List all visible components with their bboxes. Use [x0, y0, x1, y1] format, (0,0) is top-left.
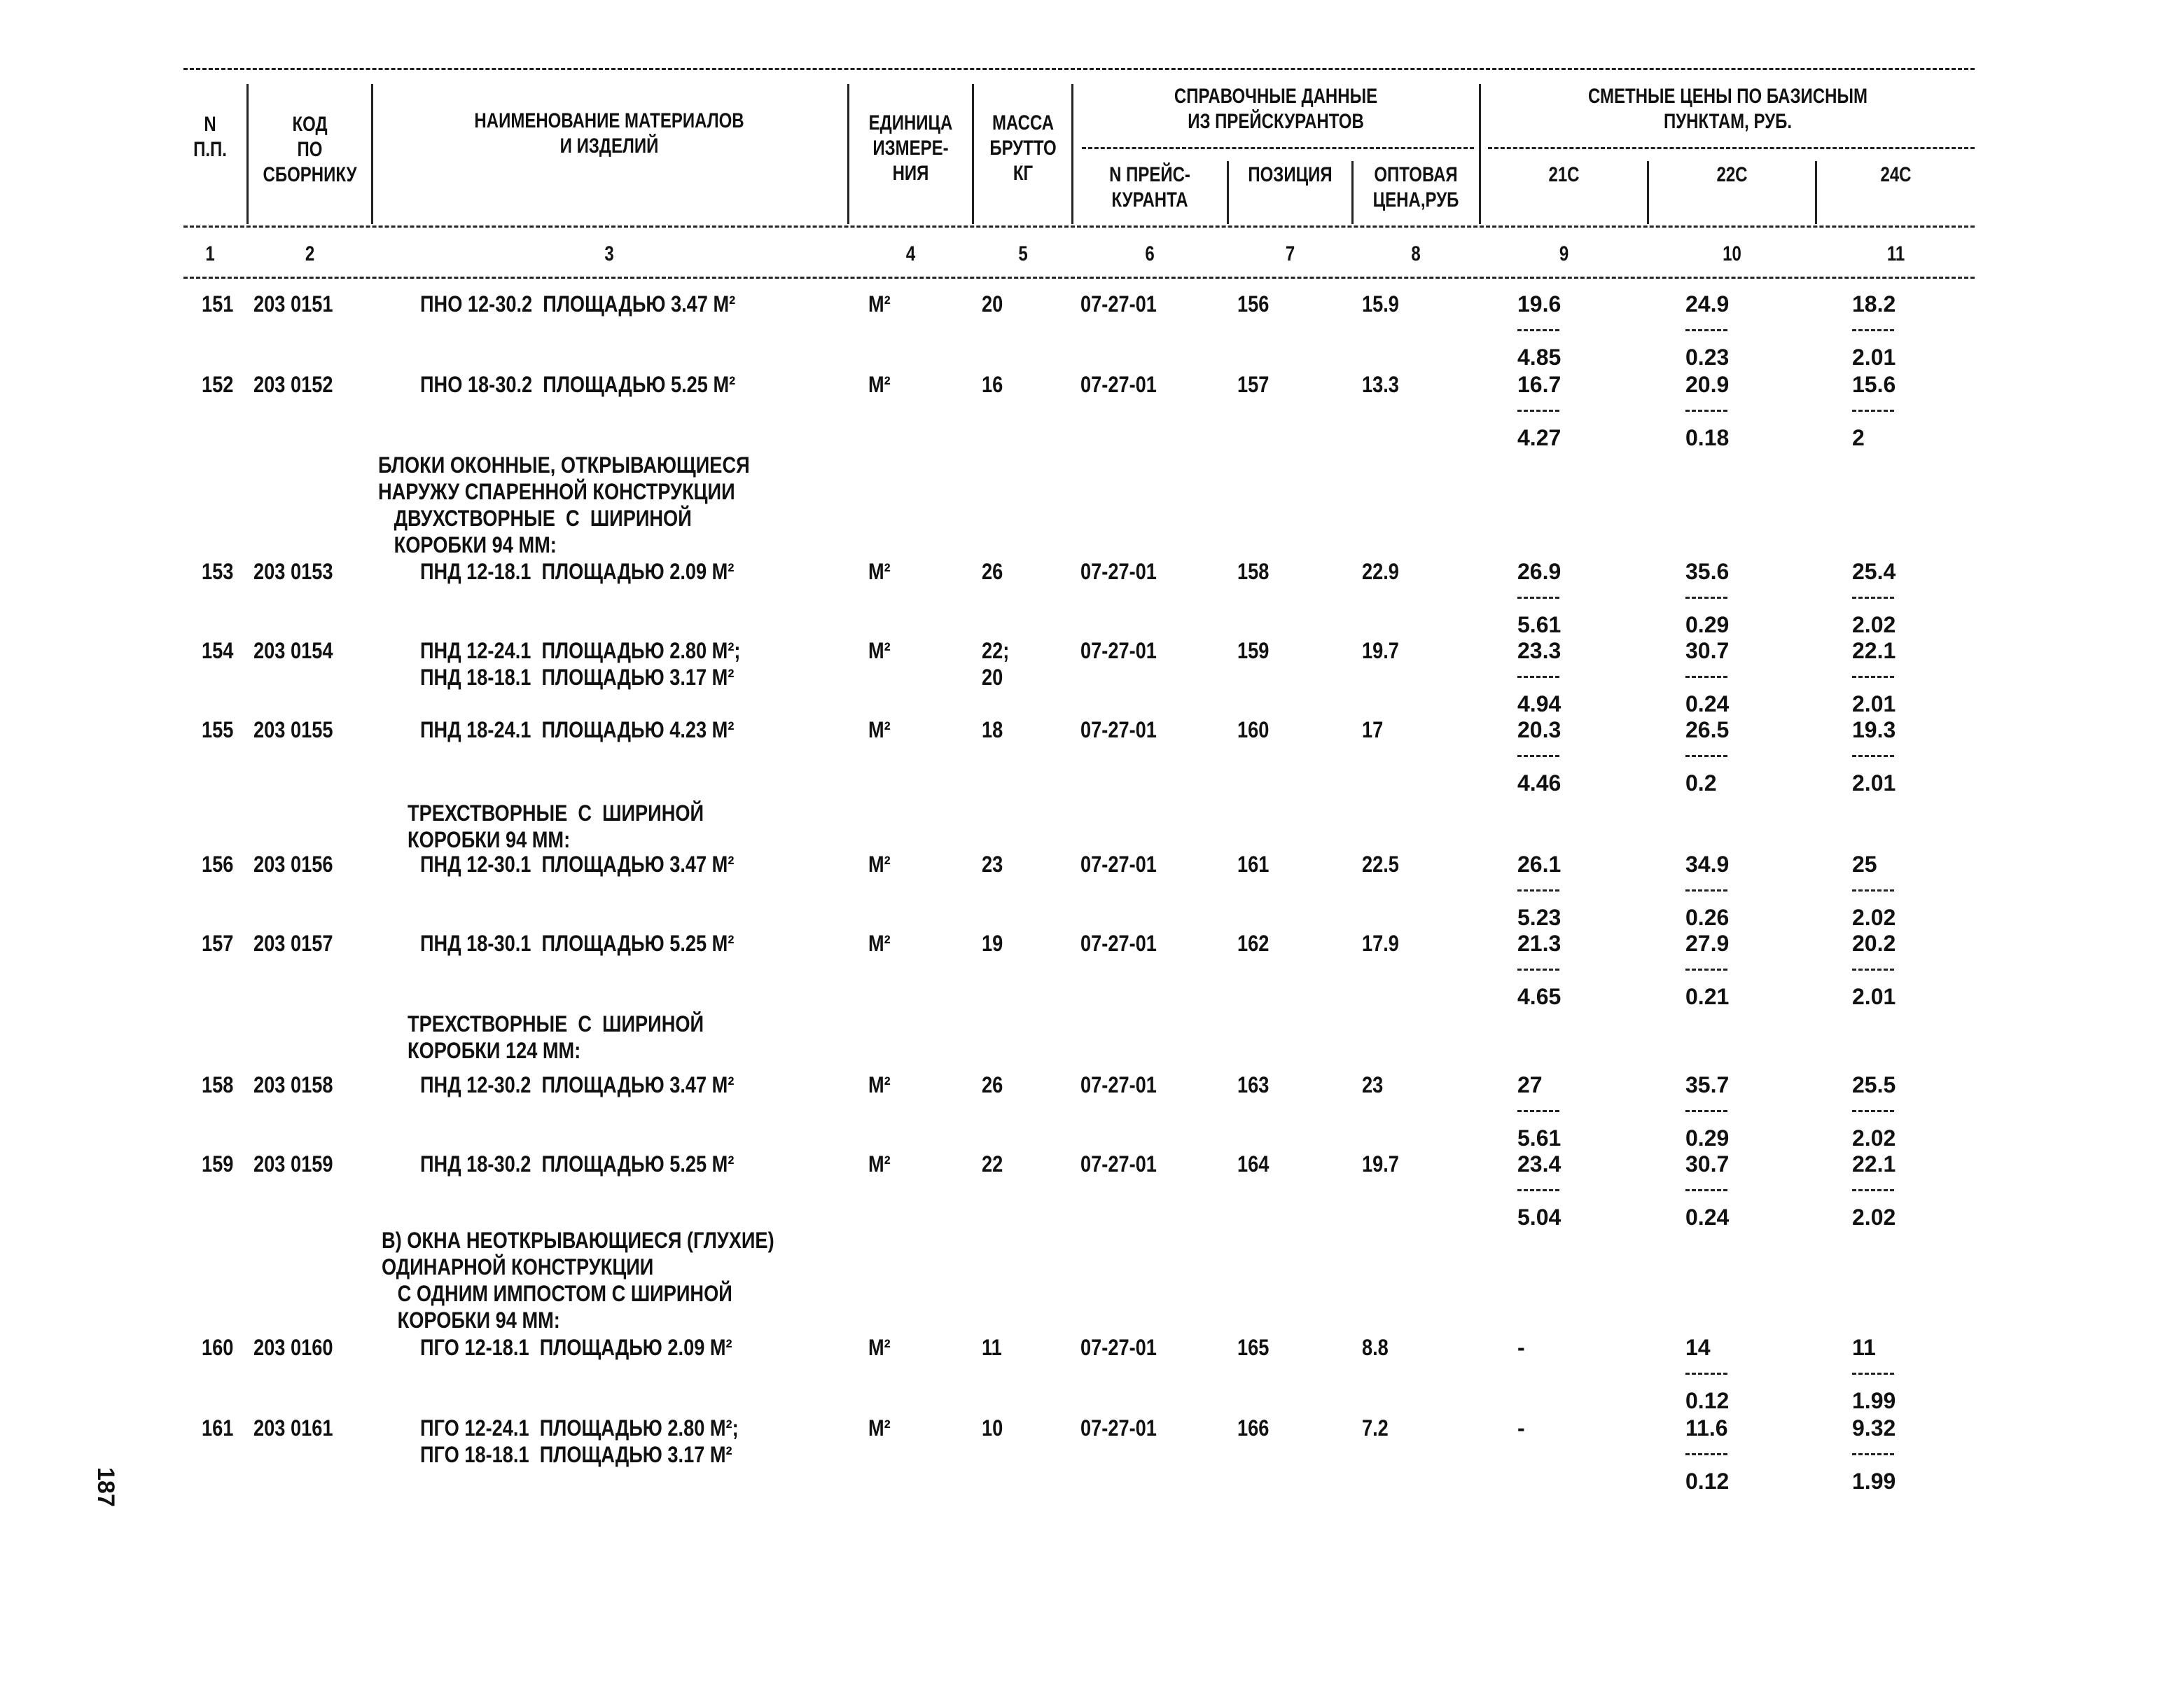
price-bottom-value: 4.46 [1517, 770, 1562, 796]
price-21c [1517, 716, 1573, 796]
fraction-bar [1685, 1373, 1727, 1375]
cell-unit: М² [868, 931, 891, 956]
price-top-value: 14 [1685, 1335, 1711, 1360]
col-number: 11 [1886, 242, 1905, 265]
price-bottom-value: 0.29 [1685, 612, 1730, 637]
cell-price-list: 07-27-01 [1080, 717, 1157, 742]
price-21c [1517, 1151, 1573, 1230]
price-22c [1685, 1415, 1741, 1495]
col-wholesale-header: ОПТОВАЯ ЦЕНА,РУБ [1372, 163, 1459, 212]
price-bottom-value: 2.02 [1852, 612, 1896, 637]
col-divider [1479, 84, 1481, 224]
header-top-rule [183, 68, 1975, 70]
cell-wholesale: 13.3 [1362, 372, 1399, 397]
col-number: 2 [305, 242, 315, 265]
price-bottom-value: 0.23 [1685, 345, 1730, 370]
fraction-bar [1685, 969, 1727, 971]
group-rule-ref [1082, 147, 1474, 149]
cell-mass: 26 [982, 559, 1003, 584]
cell-name: ПНД 12-24.1 ПЛОЩАДЬЮ 2.80 М²; ПНД 18-18.1 ПЛОЩАДЬЮ 3.17 М² [420, 638, 741, 690]
price-21c [1517, 637, 1573, 717]
price-24c [1852, 1151, 1908, 1230]
cell-mass: 16 [982, 372, 1003, 397]
cell-code: 203 0160 [253, 1335, 333, 1360]
cell-name: ПНД 12-30.2 ПЛОЩАДЬЮ 3.47 М² [420, 1072, 735, 1097]
col-divider [1647, 161, 1649, 224]
price-22c [1685, 558, 1741, 638]
cell-name: ПНД 18-30.1 ПЛОЩАДЬЮ 5.25 М² [420, 931, 735, 956]
col-number: 10 [1723, 242, 1741, 265]
cell-unit: М² [868, 638, 891, 663]
price-top-value: 20.3 [1517, 717, 1562, 742]
cell-position: 166 [1237, 1415, 1270, 1441]
col-unit-header: ЕДИНИЦА ИЗМЕРЕ- НИЯ [868, 111, 953, 185]
price-bottom-value: 4.27 [1517, 425, 1562, 450]
price-top-value: 34.9 [1685, 852, 1730, 877]
col-code-header: КОД ПО СБОРНИКУ [263, 113, 357, 186]
price-21c [1517, 291, 1573, 370]
price-top-value: 30.7 [1685, 1151, 1730, 1177]
price-21c [1517, 558, 1573, 638]
fraction-bar [1685, 1110, 1727, 1112]
price-24c [1852, 1415, 1908, 1495]
price-22c [1685, 716, 1741, 796]
price-bottom-value: 4.94 [1517, 691, 1562, 716]
cell-name: ПНО 12-30.2 ПЛОЩАДЬЮ 3.47 М² [420, 291, 736, 317]
fraction-bar [1517, 755, 1559, 757]
cell-n: 157 [202, 931, 234, 956]
cell-price-list: 07-27-01 [1080, 559, 1157, 584]
price-bottom-value: 2 [1852, 425, 1865, 450]
col-divider [246, 84, 249, 224]
cell-mass: 11 [982, 1335, 1002, 1360]
fraction-bar [1852, 1453, 1894, 1455]
cell-code: 203 0151 [253, 291, 333, 317]
price-21c [1517, 1415, 1573, 1441]
fraction-bar [1517, 597, 1559, 599]
header-bottom-rule [183, 277, 1975, 279]
cell-mass: 19 [982, 931, 1003, 956]
cell-wholesale: 8.8 [1362, 1335, 1389, 1360]
price-bottom-value: 5.04 [1517, 1205, 1562, 1230]
cell-n: 161 [202, 1415, 234, 1441]
price-21c [1517, 930, 1573, 1010]
cell-n: 151 [202, 291, 234, 317]
col-n-header: N П.П. [193, 113, 227, 161]
price-21c [1517, 371, 1573, 451]
fraction-bar [1852, 969, 1894, 971]
cell-price-list: 07-27-01 [1080, 291, 1157, 317]
cell-n: 158 [202, 1072, 234, 1097]
price-bottom-value: 0.18 [1685, 425, 1730, 450]
price-22c [1685, 851, 1741, 931]
price-24c [1852, 716, 1908, 796]
price-top-value: 26.9 [1517, 559, 1562, 584]
price-bottom-value: 0.2 [1685, 770, 1717, 796]
price-bottom-value: 4.65 [1517, 984, 1562, 1009]
price-22c [1685, 291, 1741, 370]
cell-position: 163 [1237, 1072, 1270, 1097]
cell-price-list: 07-27-01 [1080, 372, 1157, 397]
price-bottom-value: 0.24 [1685, 691, 1730, 716]
price-bottom-value: 0.26 [1685, 905, 1730, 930]
cell-unit: М² [868, 717, 891, 742]
price-21c [1517, 1334, 1573, 1361]
cell-code: 203 0157 [253, 931, 333, 956]
price-top-value: 19.6 [1517, 291, 1562, 317]
cell-wholesale: 22.9 [1362, 559, 1399, 584]
section-heading: ТРЕХСТВОРНЫЕ С ШИРИНОЙ КОРОБКИ 124 ММ: [408, 1011, 704, 1063]
price-top-value: 25 [1852, 852, 1877, 877]
price-bottom-value: 2.01 [1852, 691, 1896, 716]
cell-wholesale: 22.5 [1362, 852, 1399, 877]
price-bottom-value: 2.01 [1852, 345, 1896, 370]
price-24c [1852, 1334, 1908, 1414]
price-top-value: 25.5 [1852, 1072, 1896, 1097]
price-24c [1852, 851, 1908, 931]
price-bottom-value: 2.01 [1852, 770, 1896, 796]
price-bottom-value: 0.29 [1685, 1125, 1730, 1151]
price-top-value: 22.1 [1852, 1151, 1896, 1177]
cell-unit: М² [868, 1072, 891, 1097]
cell-code: 203 0154 [253, 638, 333, 663]
cell-name: ПГО 12-24.1 ПЛОЩАДЬЮ 2.80 М²; ПГО 18-18.1 ПЛОЩАДЬЮ 3.17 М² [420, 1415, 739, 1467]
price-22c [1685, 1151, 1741, 1230]
price-bottom-value: 0.12 [1685, 1469, 1730, 1494]
price-bottom-value: 4.85 [1517, 345, 1562, 370]
group-rule-prices [1488, 147, 1975, 149]
cell-wholesale: 7.2 [1362, 1415, 1389, 1441]
section-heading: В) ОКНА НЕОТКРЫВАЮЩИЕСЯ (ГЛУХИЕ) ОДИНАРНОЙ КОНСТРУКЦИИ С ОДНИМ ИМПОСТОМ С ШИРИНОЙ КОРОБКИ 94 ММ: [382, 1228, 774, 1333]
cell-code: 203 0153 [253, 559, 333, 584]
price-24c [1852, 291, 1908, 370]
cell-price-list: 07-27-01 [1080, 1072, 1157, 1097]
price-top-value: 26.5 [1685, 717, 1730, 742]
cell-code: 203 0156 [253, 852, 333, 877]
cell-position: 162 [1237, 931, 1270, 956]
cell-n: 160 [202, 1335, 234, 1360]
cell-n: 159 [202, 1151, 234, 1177]
cell-unit: М² [868, 1335, 891, 1360]
cell-code: 203 0158 [253, 1072, 333, 1097]
col-22c-header: 22С [1716, 163, 1748, 186]
price-22c [1685, 371, 1741, 451]
col-name-header: НАИМЕНОВАНИЕ МАТЕРИАЛОВ И ИЗДЕЛИЙ [474, 109, 744, 158]
price-top-value: 15.6 [1852, 372, 1896, 397]
fraction-bar [1852, 329, 1894, 331]
price-top-value: 27.9 [1685, 931, 1730, 956]
fraction-bar [1517, 1110, 1559, 1112]
price-top-value: 20.9 [1685, 372, 1730, 397]
cell-wholesale: 19.7 [1362, 1151, 1399, 1177]
fraction-bar [1685, 889, 1727, 892]
price-24c [1852, 371, 1908, 451]
col-divider [1351, 161, 1354, 224]
col-24c-header: 24С [1880, 163, 1912, 186]
cell-position: 160 [1237, 717, 1270, 742]
price-24c [1852, 637, 1908, 717]
fraction-bar [1852, 1373, 1894, 1375]
fraction-bar [1852, 889, 1894, 892]
prices-group-header: СМЕТНЫЕ ЦЕНЫ ПО БАЗИСНЫМ ПУНКТАМ, РУБ. [1588, 85, 1867, 133]
page-number: 187 [92, 1467, 119, 1507]
price-top-value: 20.2 [1852, 931, 1896, 956]
cell-position: 157 [1237, 372, 1270, 397]
cell-wholesale: 17.9 [1362, 931, 1399, 956]
price-top-value: 30.7 [1685, 638, 1730, 663]
cell-price-list: 07-27-01 [1080, 931, 1157, 956]
col-mass-header: МАССА БРУТТО КГ [989, 111, 1057, 185]
cell-name: ПНД 18-24.1 ПЛОЩАДЬЮ 4.23 М² [420, 717, 735, 742]
price-22c [1685, 1334, 1741, 1414]
cell-mass: 26 [982, 1072, 1003, 1097]
price-top-value: 9.32 [1852, 1415, 1896, 1441]
price-22c [1685, 1072, 1741, 1151]
col-divider [1815, 161, 1817, 224]
price-bottom-value: 0.21 [1685, 984, 1730, 1009]
cell-price-list: 07-27-01 [1080, 1335, 1157, 1360]
fraction-bar [1685, 676, 1727, 678]
price-top-value: 27 [1517, 1072, 1543, 1097]
price-top-value: 35.7 [1685, 1072, 1730, 1097]
fraction-bar [1517, 889, 1559, 892]
fraction-bar [1852, 755, 1894, 757]
col-pricelist-header: N ПРЕЙС- КУРАНТА [1109, 163, 1190, 212]
price-top-value: 18.2 [1852, 291, 1896, 317]
col-number: 9 [1559, 242, 1569, 265]
cell-price-list: 07-27-01 [1080, 1151, 1157, 1177]
price-21c [1517, 851, 1573, 931]
col-number: 6 [1145, 242, 1155, 265]
fraction-bar [1517, 329, 1559, 331]
fraction-bar [1517, 1189, 1559, 1191]
ref-group-header: СПРАВОЧНЫЕ ДАННЫЕ ИЗ ПРЕЙСКУРАНТОВ [1174, 85, 1378, 133]
cell-n: 152 [202, 372, 234, 397]
cell-wholesale: 23 [1362, 1072, 1384, 1097]
cell-mass: 18 [982, 717, 1003, 742]
price-24c [1852, 558, 1908, 638]
price-bottom-value: 1.99 [1852, 1469, 1896, 1494]
cell-unit: М² [868, 559, 891, 584]
cell-mass: 22 [982, 1151, 1003, 1177]
cell-position: 158 [1237, 559, 1270, 584]
col-number: 5 [1018, 242, 1028, 265]
price-top-value: 23.4 [1517, 1151, 1562, 1177]
cell-wholesale: 17 [1362, 717, 1384, 742]
cell-mass: 10 [982, 1415, 1003, 1441]
cell-name: ПНД 18-30.2 ПЛОЩАДЬЮ 5.25 М² [420, 1151, 735, 1177]
cell-code: 203 0161 [253, 1415, 333, 1441]
cell-mass: 23 [982, 852, 1003, 877]
price-22c [1685, 637, 1741, 717]
cell-n: 156 [202, 852, 234, 877]
cell-unit: М² [868, 372, 891, 397]
price-top-value: 24.9 [1685, 291, 1730, 317]
fraction-bar [1852, 1189, 1894, 1191]
fraction-bar [1685, 329, 1727, 331]
price-bottom-value: 1.99 [1852, 1388, 1896, 1413]
fraction-bar [1852, 676, 1894, 678]
cell-mass: 20 [982, 291, 1003, 317]
cell-code: 203 0159 [253, 1151, 333, 1177]
cell-n: 153 [202, 559, 234, 584]
cell-mass: 22; 20 [982, 638, 1010, 690]
price-top-value: 35.6 [1685, 559, 1730, 584]
cell-wholesale: 15.9 [1362, 291, 1399, 317]
col-position-header: ПОЗИЦИЯ [1248, 163, 1333, 186]
cell-name: ПНД 12-18.1 ПЛОЩАДЬЮ 2.09 М² [420, 559, 735, 584]
col-divider [371, 84, 373, 224]
price-bottom-value: 2.01 [1852, 984, 1896, 1009]
price-bottom-value: 5.61 [1517, 1125, 1562, 1151]
section-heading: ТРЕХСТВОРНЫЕ С ШИРИНОЙ КОРОБКИ 94 ММ: [408, 800, 704, 852]
section-heading: БЛОКИ ОКОННЫЕ, ОТКРЫВАЮЩИЕСЯ НАРУЖУ СПАРЕННОЙ КОНСТРУКЦИИ ДВУХСТВОРНЫЕ С ШИРИНОЙ КОРОБКИ 94 ММ: [378, 452, 750, 557]
price-top-value: 21.3 [1517, 931, 1562, 956]
cell-wholesale: 19.7 [1362, 638, 1399, 663]
fraction-bar [1852, 597, 1894, 599]
cell-position: 164 [1237, 1151, 1270, 1177]
col-number: 1 [205, 242, 215, 265]
price-bottom-value: 2.02 [1852, 1125, 1896, 1151]
price-22c [1685, 930, 1741, 1010]
header-sub-rule [183, 226, 1975, 228]
price-bottom-value: 5.23 [1517, 905, 1562, 930]
price-24c [1852, 1072, 1908, 1151]
cell-position: 159 [1237, 638, 1270, 663]
col-divider [1227, 161, 1229, 224]
col-divider [847, 84, 849, 224]
fraction-bar [1852, 1110, 1894, 1112]
fraction-bar [1517, 410, 1559, 412]
price-top-value: 11.6 [1685, 1415, 1728, 1441]
fraction-bar [1685, 1189, 1727, 1191]
cell-name: ПНО 18-30.2 ПЛОЩАДЬЮ 5.25 М² [420, 372, 736, 397]
price-bottom-value: 2.02 [1852, 905, 1896, 930]
col-number: 4 [905, 242, 916, 265]
cell-unit: М² [868, 291, 891, 317]
col-number: 7 [1285, 242, 1295, 265]
price-bottom-value: 5.61 [1517, 612, 1562, 637]
cell-n: 154 [202, 638, 234, 663]
fraction-bar [1685, 597, 1727, 599]
cell-price-list: 07-27-01 [1080, 852, 1157, 877]
cell-code: 203 0152 [253, 372, 333, 397]
cell-name: ПНД 12-30.1 ПЛОЩАДЬЮ 3.47 М² [420, 852, 735, 877]
cell-price-list: 07-27-01 [1080, 1415, 1157, 1441]
col-divider [1071, 84, 1073, 224]
fraction-bar [1517, 969, 1559, 971]
cell-unit: М² [868, 1151, 891, 1177]
price-top-value: 19.3 [1852, 717, 1896, 742]
cell-price-list: 07-27-01 [1080, 638, 1157, 663]
fraction-bar [1685, 1453, 1727, 1455]
price-top-value: - [1517, 1335, 1525, 1360]
cell-code: 203 0155 [253, 717, 333, 742]
fraction-bar [1685, 755, 1727, 757]
price-top-value: 23.3 [1517, 638, 1562, 663]
price-24c [1852, 930, 1908, 1010]
cell-n: 155 [202, 717, 234, 742]
price-top-value: 26.1 [1517, 852, 1562, 877]
col-number: 3 [604, 242, 614, 265]
price-bottom-value: 0.24 [1685, 1205, 1730, 1230]
cell-position: 161 [1237, 852, 1270, 877]
fraction-bar [1685, 410, 1727, 412]
cell-unit: М² [868, 1415, 891, 1441]
cell-position: 156 [1237, 291, 1270, 317]
price-top-value: 25.4 [1852, 559, 1896, 584]
col-21c-header: 21С [1548, 163, 1580, 186]
price-top-value: 22.1 [1852, 638, 1896, 663]
fraction-bar [1852, 410, 1894, 412]
price-bottom-value: 0.12 [1685, 1388, 1730, 1413]
cell-unit: М² [868, 852, 891, 877]
price-top-value: 16.7 [1517, 372, 1562, 397]
col-divider [972, 84, 974, 224]
fraction-bar [1517, 676, 1559, 678]
price-top-value: - [1517, 1415, 1525, 1441]
price-21c [1517, 1072, 1573, 1151]
col-number: 8 [1411, 242, 1421, 265]
price-top-value: 11 [1852, 1335, 1876, 1360]
cell-position: 165 [1237, 1335, 1270, 1360]
price-bottom-value: 2.02 [1852, 1205, 1896, 1230]
cell-name: ПГО 12-18.1 ПЛОЩАДЬЮ 2.09 М² [420, 1335, 732, 1360]
